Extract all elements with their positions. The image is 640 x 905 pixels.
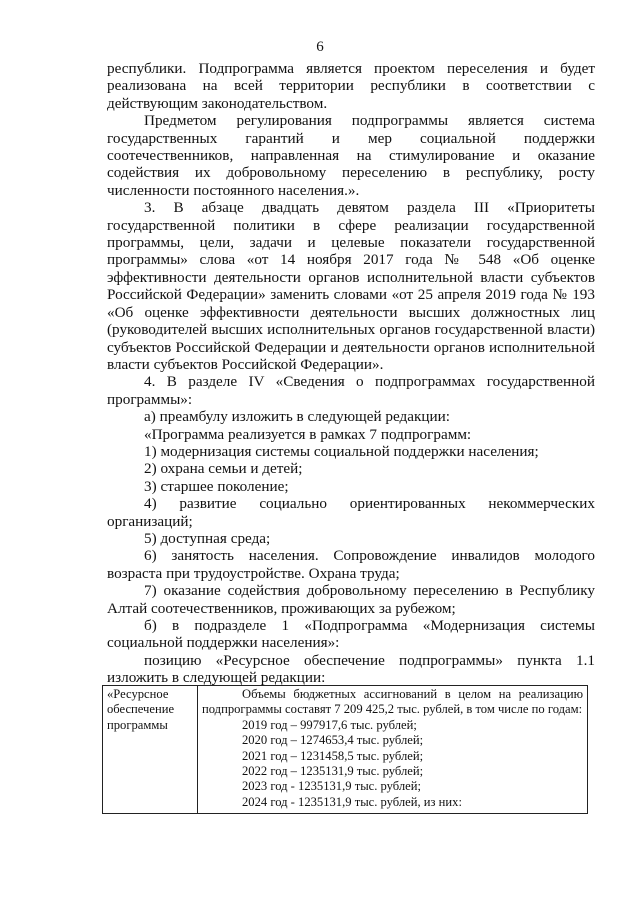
list-item: 6) занятость населения. Сопровождение инвалидов молодого возраста при трудоустройстве. Охрана труда; xyxy=(107,547,595,582)
year-line: 2024 год - 1235131,9 тыс. рублей, из них: xyxy=(242,794,462,809)
document-body xyxy=(107,60,595,687)
list-item: а) преамбулу изложить в следующей редакции: xyxy=(144,408,450,426)
list-item: 5) доступная среда; xyxy=(144,529,271,547)
table-label-cell: «Ресурсное обеспечение программы xyxy=(103,686,198,814)
list-item: 7) оказание содействия добровольному переселению в Республику Алтай соотечественников, проживающих за рубежом; xyxy=(107,582,595,617)
table-intro: Объемы бюджетных ассигнований в целом на реализацию подпрограммы составят 7 209 425,2 тыс. рублей, в том числе по годам: xyxy=(202,687,583,717)
list-item: 4) развитие социально ориентированных некоммерческих организаций; xyxy=(107,495,595,530)
page-number: 6 xyxy=(316,39,324,55)
paragraph: 4. В разделе IV «Сведения о подпрограммах государственной программы»: xyxy=(107,373,595,408)
table-row xyxy=(103,686,588,814)
paragraph: Предметом регулирования подпрограммы является система государственных гарантий и мер социальной поддержки соотечественников, направленная на стимулирование и оказание содействия их добровольному переселению в республику, росту численности постоянного населения.». xyxy=(107,112,595,199)
year-line: 2022 год – 1235131,9 тыс. рублей; xyxy=(242,764,424,779)
year-line: 2021 год – 1231458,5 тыс. рублей; xyxy=(242,748,424,763)
list-item: 2) охрана семьи и детей; xyxy=(144,460,303,478)
paragraph: республики. Подпрограмма является проектом переселения и будет реализована на всей территории республики в соответствии с действующим законодательством. xyxy=(107,60,595,112)
paragraph: 3. В абзаце двадцать девятом раздела III «Приоритеты государственной политики в сфере реализации государственной программы, цели, задачи и целевые показатели государственной программы» слова «от 14 ноября 2017 года № 548 «Об оценке эффективности деятельности органов исполнительной власти субъектов Российской Федерации» заменить словами «от 25 апреля 2019 года № 193 «Об оценке эффективности деятельности высших должностных лиц (руководителей высших исполнительных органов государственной власти) субъектов Российской Федерации и деятельности органов исполнительной власти субъектов Российской Федерации». xyxy=(107,199,595,373)
year-line: 2019 год – 997917,6 тыс. рублей; xyxy=(242,717,417,732)
list-item: 3) старшее поколение; xyxy=(144,477,289,495)
list-item: 1) модернизация системы социальной поддержки населения; xyxy=(144,442,539,460)
year-line: 2023 год - 1235131,9 тыс. рублей; xyxy=(242,779,422,794)
table-value-cell xyxy=(198,686,588,814)
resource-table xyxy=(102,685,588,814)
paragraph: б) в подразделе 1 «Подпрограмма «Модернизация системы социальной поддержки населения»: xyxy=(107,617,595,652)
paragraph: позицию «Ресурсное обеспечение подпрограммы» пункта 1.1 изложить в следующей редакции: xyxy=(107,651,595,687)
year-line: 2020 год – 1274653,4 тыс. рублей; xyxy=(242,733,424,748)
list-item: «Программа реализуется в рамках 7 подпрограмм: xyxy=(144,425,472,443)
